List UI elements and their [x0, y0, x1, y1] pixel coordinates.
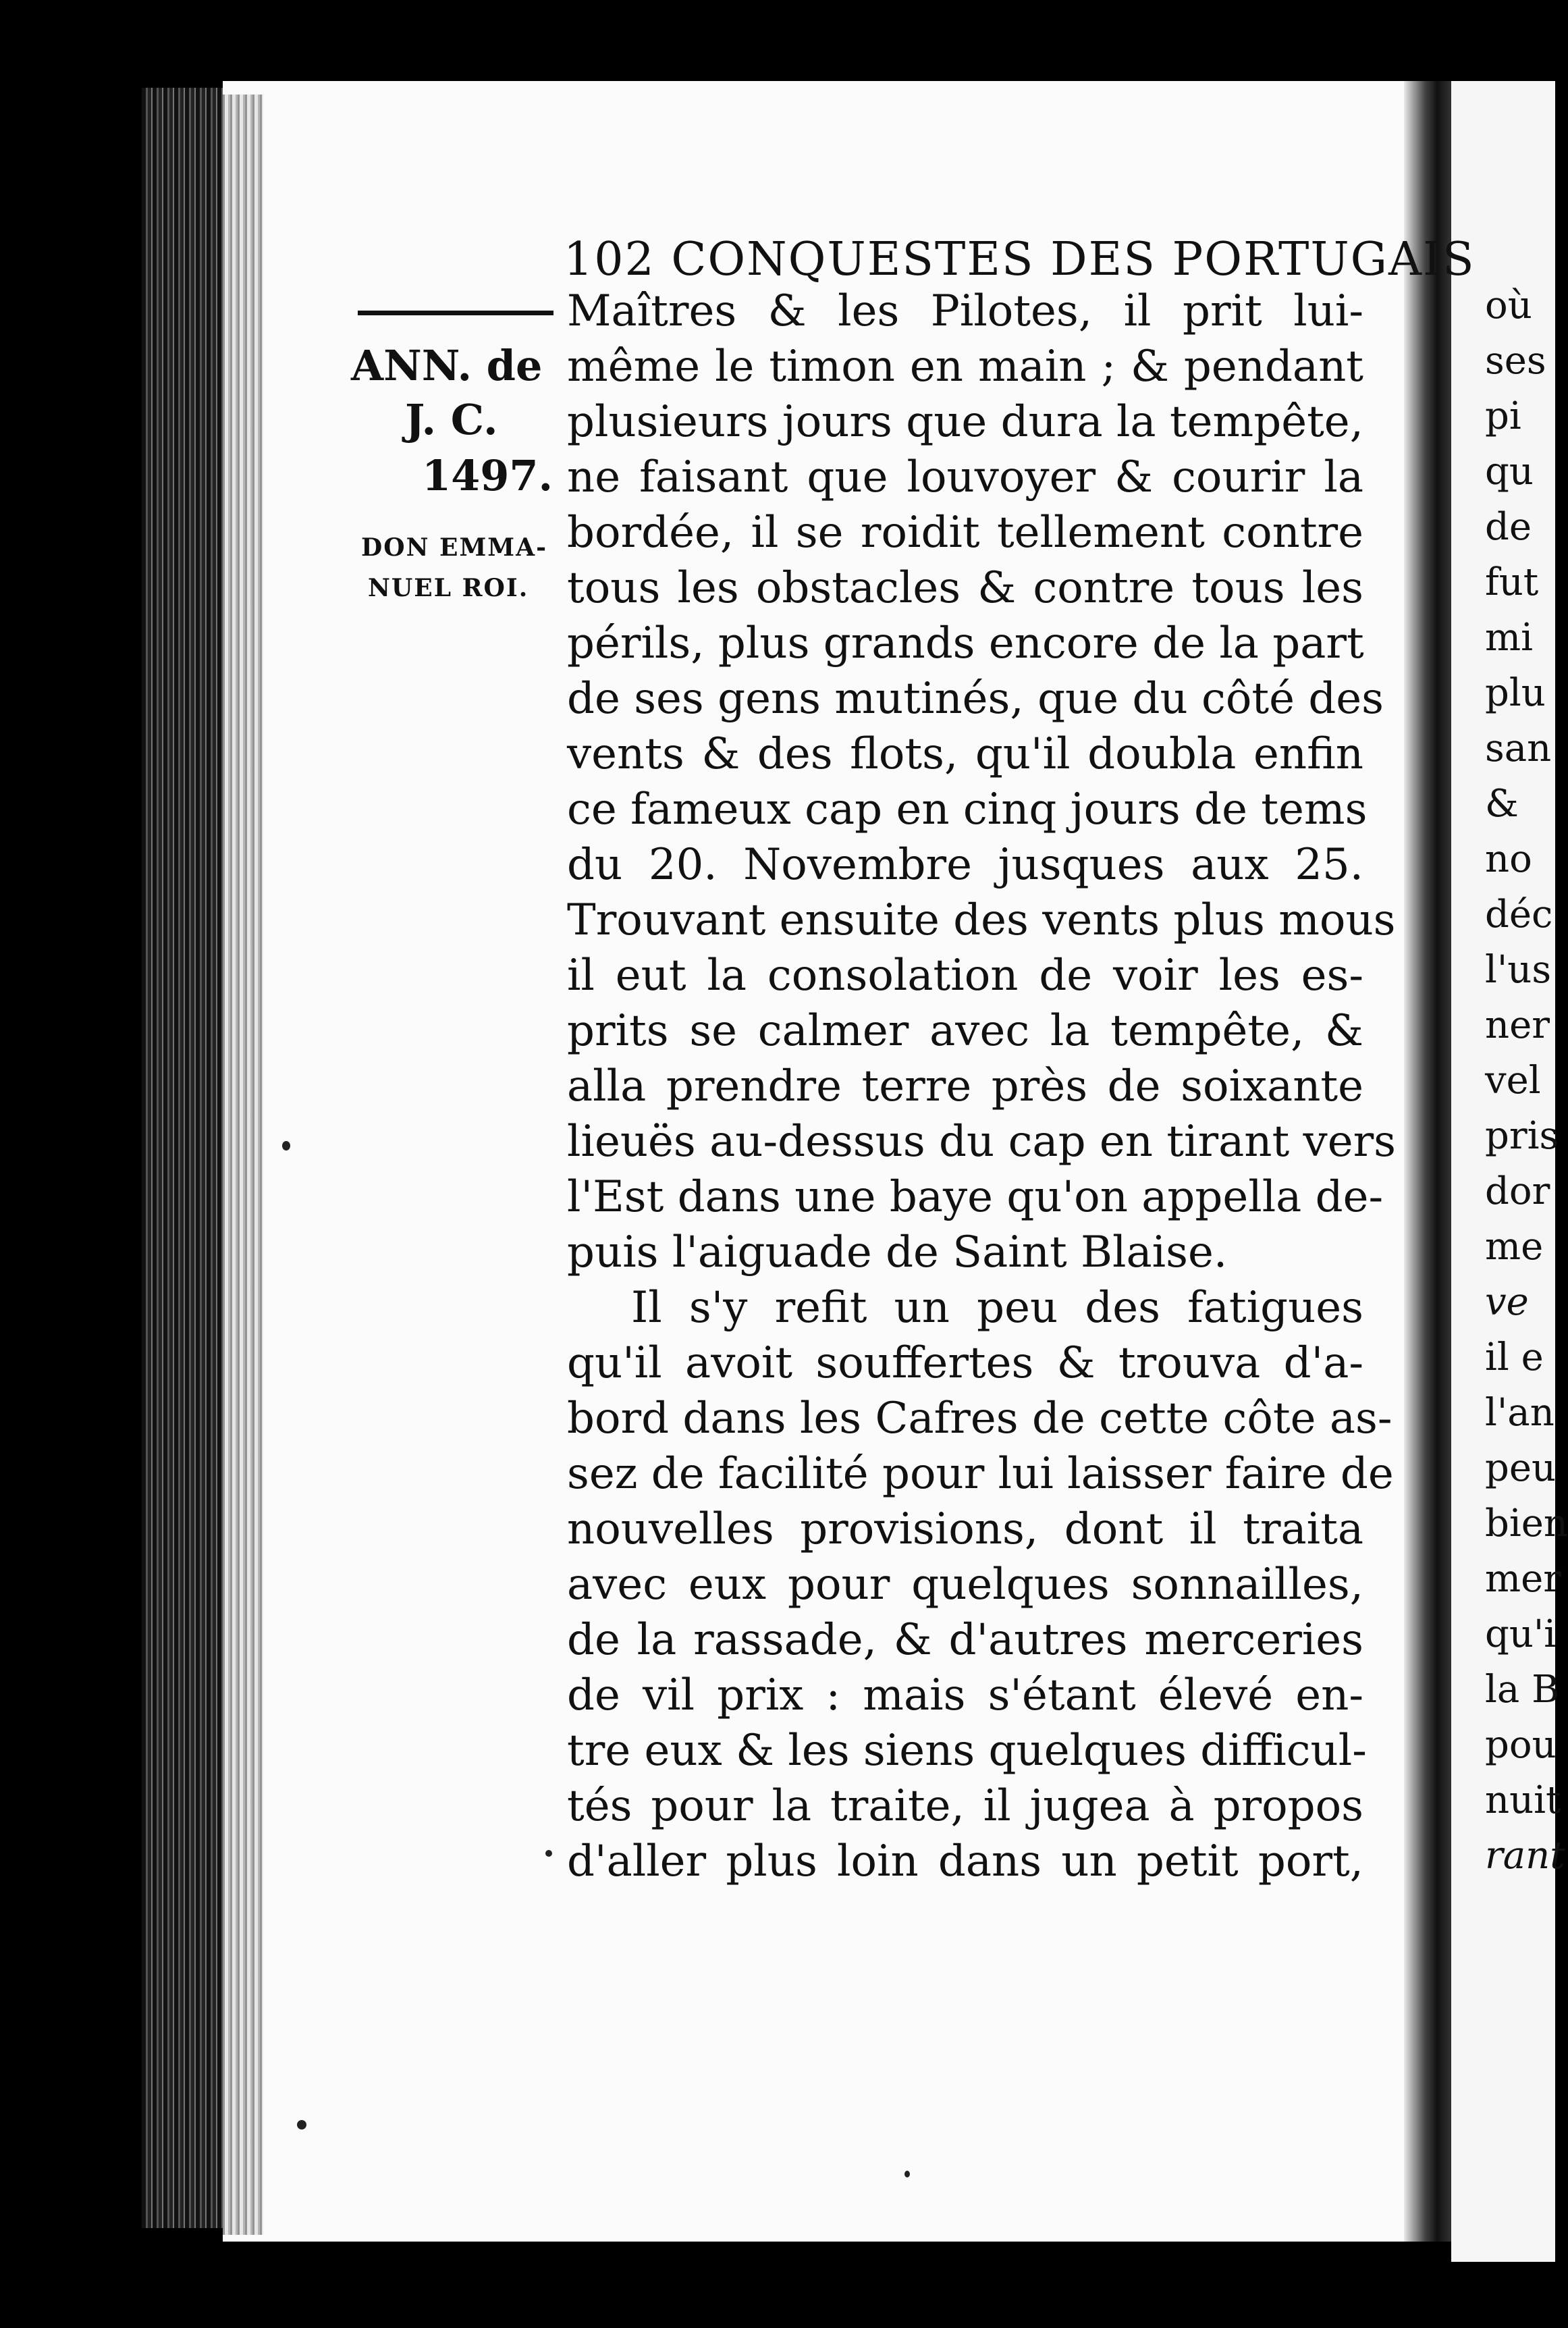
book-gutter: [1404, 81, 1451, 2242]
right-page-fragment: pi: [1485, 394, 1521, 438]
text-line: puis l'aiguade de Saint Blaise.: [567, 1227, 1228, 1277]
right-page-fragment: &: [1485, 782, 1519, 826]
text-line: tre eux & les siens quelques difficul-: [567, 1726, 1367, 1776]
right-page-fragment: nuit: [1485, 1778, 1561, 1822]
running-header: 102 CONQUESTES DES PORTUGAIS: [564, 233, 1476, 286]
right-page-fragment: peu: [1485, 1446, 1557, 1490]
right-page-fragment: pris: [1485, 1114, 1559, 1158]
right-page-fragment: qu'i: [1485, 1612, 1557, 1656]
right-page-fragment: ses: [1485, 339, 1546, 383]
body-text: [567, 284, 1396, 1889]
text-line: Il s'y refit un peu des fatigues: [631, 1283, 1363, 1333]
text-line: bordée, il se roidit tellement contre: [567, 508, 1363, 558]
right-page-fragment: la B: [1485, 1668, 1560, 1712]
margin-king-line-1: DON EMMA-: [361, 533, 548, 562]
ink-speck: [904, 2171, 910, 2177]
right-page-fragment: vel: [1485, 1059, 1541, 1103]
right-page-fragment: dor: [1485, 1169, 1550, 1213]
right-page-fragment: pou: [1485, 1723, 1557, 1767]
ink-speck: [282, 1141, 290, 1150]
text-line: plusieurs jours que dura la tempête,: [567, 397, 1363, 447]
right-page-fragment: mer: [1485, 1557, 1562, 1601]
right-page-fragment: ner: [1485, 1003, 1550, 1047]
right-page-fragment: déc: [1485, 893, 1553, 936]
margin-anno-domini: ANN. de: [351, 341, 543, 390]
text-line: de ses gens mutinés, que du côté des: [567, 674, 1384, 724]
text-line: sez de facilité pour lui laisser faire de: [567, 1449, 1394, 1499]
text-line: Maîtres & les Pilotes, il prit lui-: [567, 286, 1363, 336]
right-page-fragment: l'an: [1485, 1391, 1555, 1435]
right-page-fragment: san: [1485, 726, 1552, 770]
right-page-fragment: l'us: [1485, 948, 1552, 992]
ink-speck: [545, 1850, 552, 1857]
right-page-fragment: il e: [1485, 1335, 1544, 1379]
text-line: même le timon en main ; & pendant: [567, 342, 1363, 392]
right-page-fragment: qu: [1485, 450, 1534, 494]
text-line: ne faisant que louvoyer & courir la: [567, 452, 1363, 502]
text-line: prits se calmer avec la tempête, &: [567, 1006, 1363, 1056]
margin-rule: [358, 311, 553, 315]
text-line: vents & des flots, qu'il doubla enfin: [567, 729, 1363, 779]
right-page-fragment: bien: [1485, 1502, 1568, 1545]
margin-year: 1497.: [422, 451, 553, 500]
right-page-fragment: ve: [1485, 1280, 1529, 1324]
right-page-fragment: fut: [1485, 560, 1539, 604]
page-stack-edge-inner: [223, 95, 263, 2235]
right-page-fragment: mi: [1485, 616, 1534, 660]
right-page-fragment: où: [1485, 284, 1532, 327]
right-page: [1451, 81, 1568, 2262]
page-stack-edge: [142, 88, 229, 2228]
margin-king-line-2: NUEL ROI.: [368, 574, 529, 602]
text-line: d'aller plus loin dans un petit port,: [567, 1836, 1363, 1886]
text-line: il eut la consolation de voir les es-: [567, 951, 1363, 1001]
text-line: tous les obstacles & contre tous les: [567, 563, 1363, 613]
text-line: de la rassade, & d'autres merceries: [567, 1615, 1363, 1665]
text-line: périls, plus grands encore de la part: [567, 618, 1364, 668]
text-line: Trouvant ensuite des vents plus mous: [567, 895, 1396, 945]
right-page-fragment: de: [1485, 505, 1532, 549]
ink-speck: [297, 2120, 306, 2129]
right-page-fragment: me: [1485, 1225, 1544, 1269]
right-page-fragment: plu: [1485, 671, 1546, 715]
text-line: avec eux pour quelques sonnailles,: [567, 1560, 1363, 1610]
text-line: de vil prix : mais s'étant élevé en-: [567, 1670, 1363, 1720]
right-page-fragment: rant: [1485, 1834, 1565, 1878]
text-line: nouvelles provisions, dont il traita: [567, 1504, 1363, 1554]
text-line: alla prendre terre près de soixante: [567, 1061, 1363, 1111]
text-line: ce fameux cap en cinq jours de tems: [567, 785, 1368, 835]
right-page-fragment: no: [1485, 837, 1532, 881]
text-line: lieuës au-dessus du cap en tirant vers: [567, 1117, 1396, 1167]
text-line: bord dans les Cafres de cette côte as-: [567, 1394, 1393, 1444]
text-line: l'Est dans une baye qu'on appella de-: [567, 1172, 1384, 1222]
text-line: tés pour la traite, il jugea à propos: [567, 1781, 1363, 1831]
text-line: qu'il avoit souffertes & trouva d'a-: [567, 1338, 1363, 1388]
margin-jc: J. C.: [405, 395, 498, 444]
text-line: du 20. Novembre jusques aux 25.: [567, 840, 1363, 890]
